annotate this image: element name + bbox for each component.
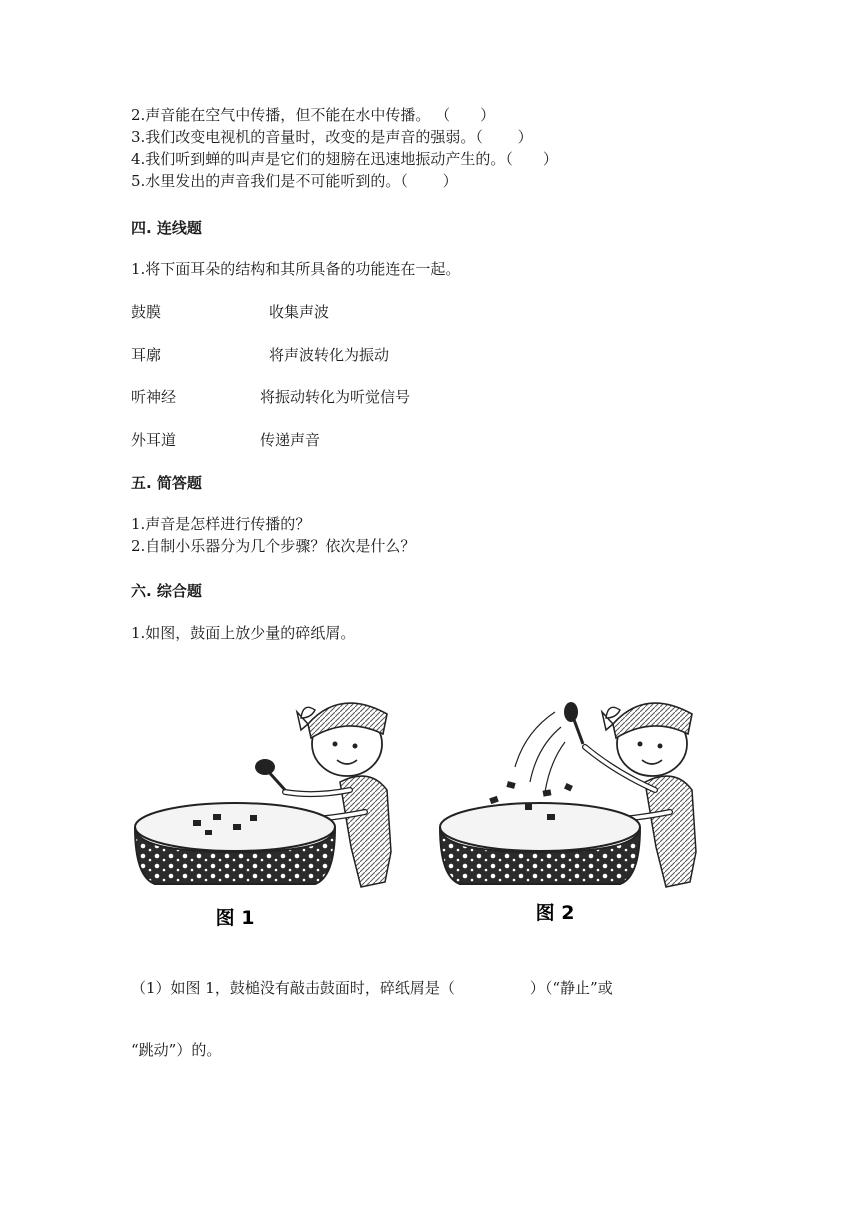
matching-question: 1.将下面耳朵的结构和其所具备的功能连在一起。: [131, 260, 461, 278]
match-left-item: 鼓膜: [131, 303, 162, 321]
judgment-item-5: 5.水里发出的声音我们是不可能听到的。（ ）: [131, 172, 458, 190]
match-left-item: 听神经: [131, 388, 177, 406]
match-left-item: 外耳道: [131, 431, 177, 449]
drum-scene-2: [440, 702, 696, 924]
sub-question-line-2: “跳动”）的。: [131, 1041, 222, 1059]
figure-caption-2: 图 2: [535, 902, 575, 924]
comprehensive-question: 1.如图，鼓面上放少量的碎纸屑。: [131, 624, 356, 642]
section-heading-short-answer: 五. 简答题: [131, 474, 202, 492]
match-right-item: 将声波转化为振动: [269, 346, 390, 364]
short-answer-question: 1.声音是怎样进行传播的？: [131, 515, 311, 533]
drum-illustration: [125, 672, 715, 942]
judgment-item-3: 3.我们改变电视机的音量时，改变的是声音的强弱。（ ）: [131, 128, 533, 146]
short-answer-question: 2.自制小乐器分为几个步骤？依次是什么？: [131, 537, 416, 555]
section-heading-comprehensive: 六. 综合题: [131, 582, 202, 600]
judgment-item-2: 2.声音能在空气中传播，但不能在水中传播。 （ ）: [131, 106, 496, 124]
match-right-item: 传递声音: [260, 431, 321, 449]
figure-caption-1: 图 1: [215, 907, 255, 929]
match-right-item: 收集声波: [269, 303, 330, 321]
drum-scene-1: [135, 703, 391, 929]
section-heading-matching: 四. 连线题: [131, 219, 202, 237]
sub-question-line-1: （1）如图 1，鼓槌没有敲击鼓面时，碎纸屑是（ ）（“静止”或: [131, 979, 613, 997]
judgment-item-4: 4.我们听到蝉的叫声是它们的翅膀在迅速地振动产生的。（ ）: [131, 150, 558, 168]
drum-illustration-figure: [125, 672, 715, 942]
match-right-item: 将振动转化为听觉信号: [260, 388, 411, 406]
match-left-item: 耳廓: [131, 346, 162, 364]
